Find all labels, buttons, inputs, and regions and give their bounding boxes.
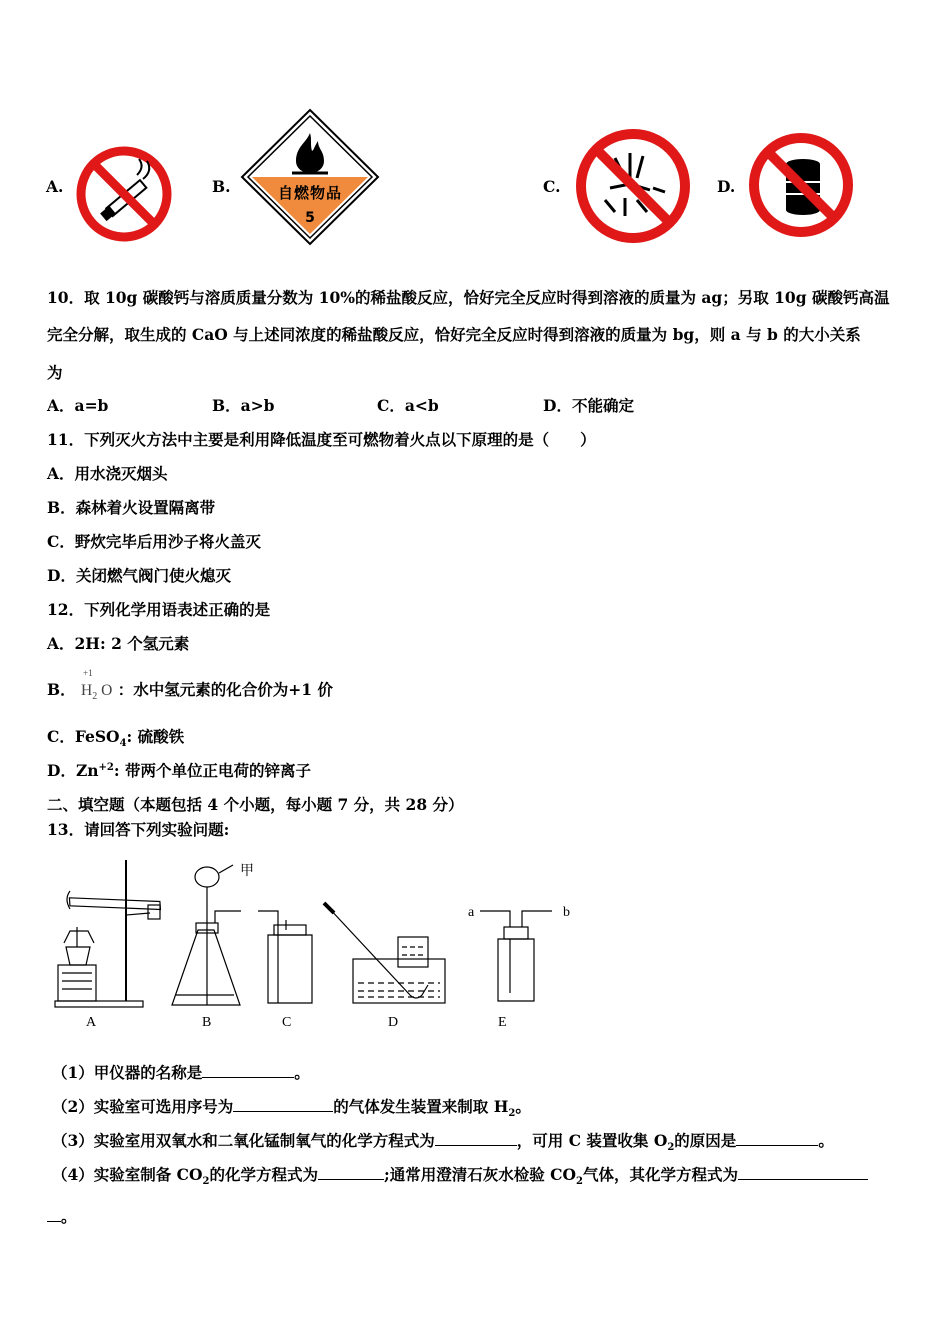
q11-option-b: B．森林着火设置隔离带 [47, 498, 216, 517]
fig-label-A: A [86, 1015, 97, 1030]
no-flammable-drum-sign-icon [748, 132, 854, 238]
option-b-label: B. [212, 177, 231, 196]
q13-part2 [52, 1095, 531, 1119]
q13-part1-text: （1）甲仪器的名称是 [52, 1063, 203, 1082]
q12-stem: 12．下列化学用语表述正确的是 [47, 600, 271, 619]
q12-option-c-prefix: C．FeSO [47, 727, 120, 746]
q12-option-d [47, 759, 311, 781]
q12-option-c-text: : 硫酸铁 [126, 727, 185, 746]
q12-option-c-sub: 4 [119, 738, 127, 750]
q12-option-c [47, 725, 184, 749]
q11-option-a: A．用水浇灭烟头 [47, 464, 168, 483]
q13-stem: 13．请回答下列实验问题: [47, 820, 230, 839]
fig-label-D: D [388, 1015, 399, 1030]
q12-option-b-text: ：水中氢元素的化合价为+1 价 [117, 680, 333, 699]
q13-part2-blank[interactable] [233, 1097, 333, 1112]
q13-part4-text: （4）实验室制备 CO [52, 1165, 203, 1184]
q12-option-b-o: O [101, 682, 113, 699]
q10-option-d: D．不能确定 [543, 396, 634, 415]
q13-part3-text: （3）实验室用双氧水和二氧化锰制氧气的化学方程式为 [52, 1131, 435, 1150]
q13-part3-blank1[interactable] [435, 1131, 517, 1146]
no-smoking-sign-icon [75, 145, 173, 243]
fig-label-a: a [468, 905, 475, 920]
q13-part4 [52, 1163, 868, 1187]
q10-option-c: C．a<b [377, 396, 439, 415]
q12-option-d-prefix: D．Zn [47, 761, 99, 780]
q11-option-c: C．野炊完毕后用沙子将火盖灭 [47, 532, 261, 551]
q12-option-d-sup: +2 [98, 761, 114, 773]
q13-part4-text2: 的化学方程式为 [209, 1165, 319, 1184]
no-fireworks-sign-icon [575, 128, 691, 244]
q12-option-b-h-sub: 2 [92, 691, 98, 703]
q13-part2-sub: 2 [508, 1108, 516, 1120]
q13-part4-text4: 气体，其化学方程式为 [582, 1165, 738, 1184]
section-2-title: 二、填空题（本题包括 4 个小题，每小题 7 分，共 28 分） [47, 795, 464, 814]
option-d-label: D. [717, 177, 736, 196]
fig-label-E: E [498, 1015, 507, 1030]
q10-line1: 10．取 10g 碳酸钙与溶质质量分数为 10%的稀盐酸反应，恰好完全反应时得到溶液的质量为 ag；另取 10g 碳酸钙高温 [47, 288, 890, 307]
q12-option-d-text: : 带两个单位正电荷的锌离子 [113, 761, 311, 780]
q11-stem: 11．下列灭火方法中主要是利用降低温度至可燃物着火点以下原理的是（ ） [47, 430, 596, 449]
q13-part4-blank2[interactable] [738, 1165, 868, 1180]
q13-part3-blank2[interactable] [736, 1131, 818, 1146]
option-a-label: A. [46, 177, 64, 196]
q13-part4-text3: ;通常用澄清石灰水检验 CO [384, 1165, 576, 1184]
q13-part1-end: 。 [294, 1063, 310, 1082]
q13-part4-sub2: 2 [575, 1176, 583, 1188]
q13-part4-continued [47, 1205, 77, 1227]
fig-label-b: b [563, 905, 570, 920]
q13-part3 [52, 1129, 834, 1153]
q12-option-b-h: H [81, 682, 93, 699]
q13-part4-blank2-cont[interactable] [47, 1207, 61, 1222]
q13-part1-blank[interactable] [202, 1063, 294, 1078]
q11-option-d: D．关闭燃气阀门使火熄灭 [47, 566, 231, 585]
q13-part4-end: 。 [61, 1207, 77, 1226]
q13-part3-end: 。 [818, 1131, 834, 1150]
q12-option-b-prefix: B． [47, 680, 76, 699]
q10-option-a: A．a=b [47, 396, 109, 415]
q13-part2-text: （2）实验室可选用序号为 [52, 1097, 234, 1116]
q10-line3: 为 [47, 363, 63, 382]
q12-option-b-valence: +1 [83, 668, 93, 678]
q13-part3-sub: 2 [667, 1142, 675, 1154]
q13-part4-blank1[interactable] [318, 1165, 384, 1180]
q13-part1 [52, 1061, 310, 1083]
fig-label-B: B [202, 1015, 212, 1030]
q13-part3-text3: 的原因是 [674, 1131, 737, 1150]
q10-option-b: B．a>b [212, 396, 275, 415]
q13-part2-end: 。 [515, 1097, 531, 1116]
sign-b-number: 5 [305, 210, 315, 226]
sign-b-text: 自燃物品 [277, 184, 342, 202]
fig-label-jia: 甲 [240, 864, 254, 879]
fig-label-C: C [282, 1015, 292, 1030]
q10-line2: 完全分解，取生成的 CaO 与上述同浓度的稀盐酸反应，恰好完全反应时得到溶液的质量为 bg，则 a 与 b 的大小关系 [47, 325, 861, 344]
lab-apparatus-figure [50, 855, 580, 1035]
q13-part2-text2: 的气体发生装置来制取 H [333, 1097, 509, 1116]
q12-option-a: A．2H: 2 个氢元素 [47, 634, 190, 653]
q13-part3-text2: ，可用 C 装置收集 O [516, 1131, 668, 1150]
q12-option-b [47, 668, 333, 703]
q13-part4-sub1: 2 [202, 1176, 210, 1188]
option-c-label: C. [543, 177, 561, 196]
